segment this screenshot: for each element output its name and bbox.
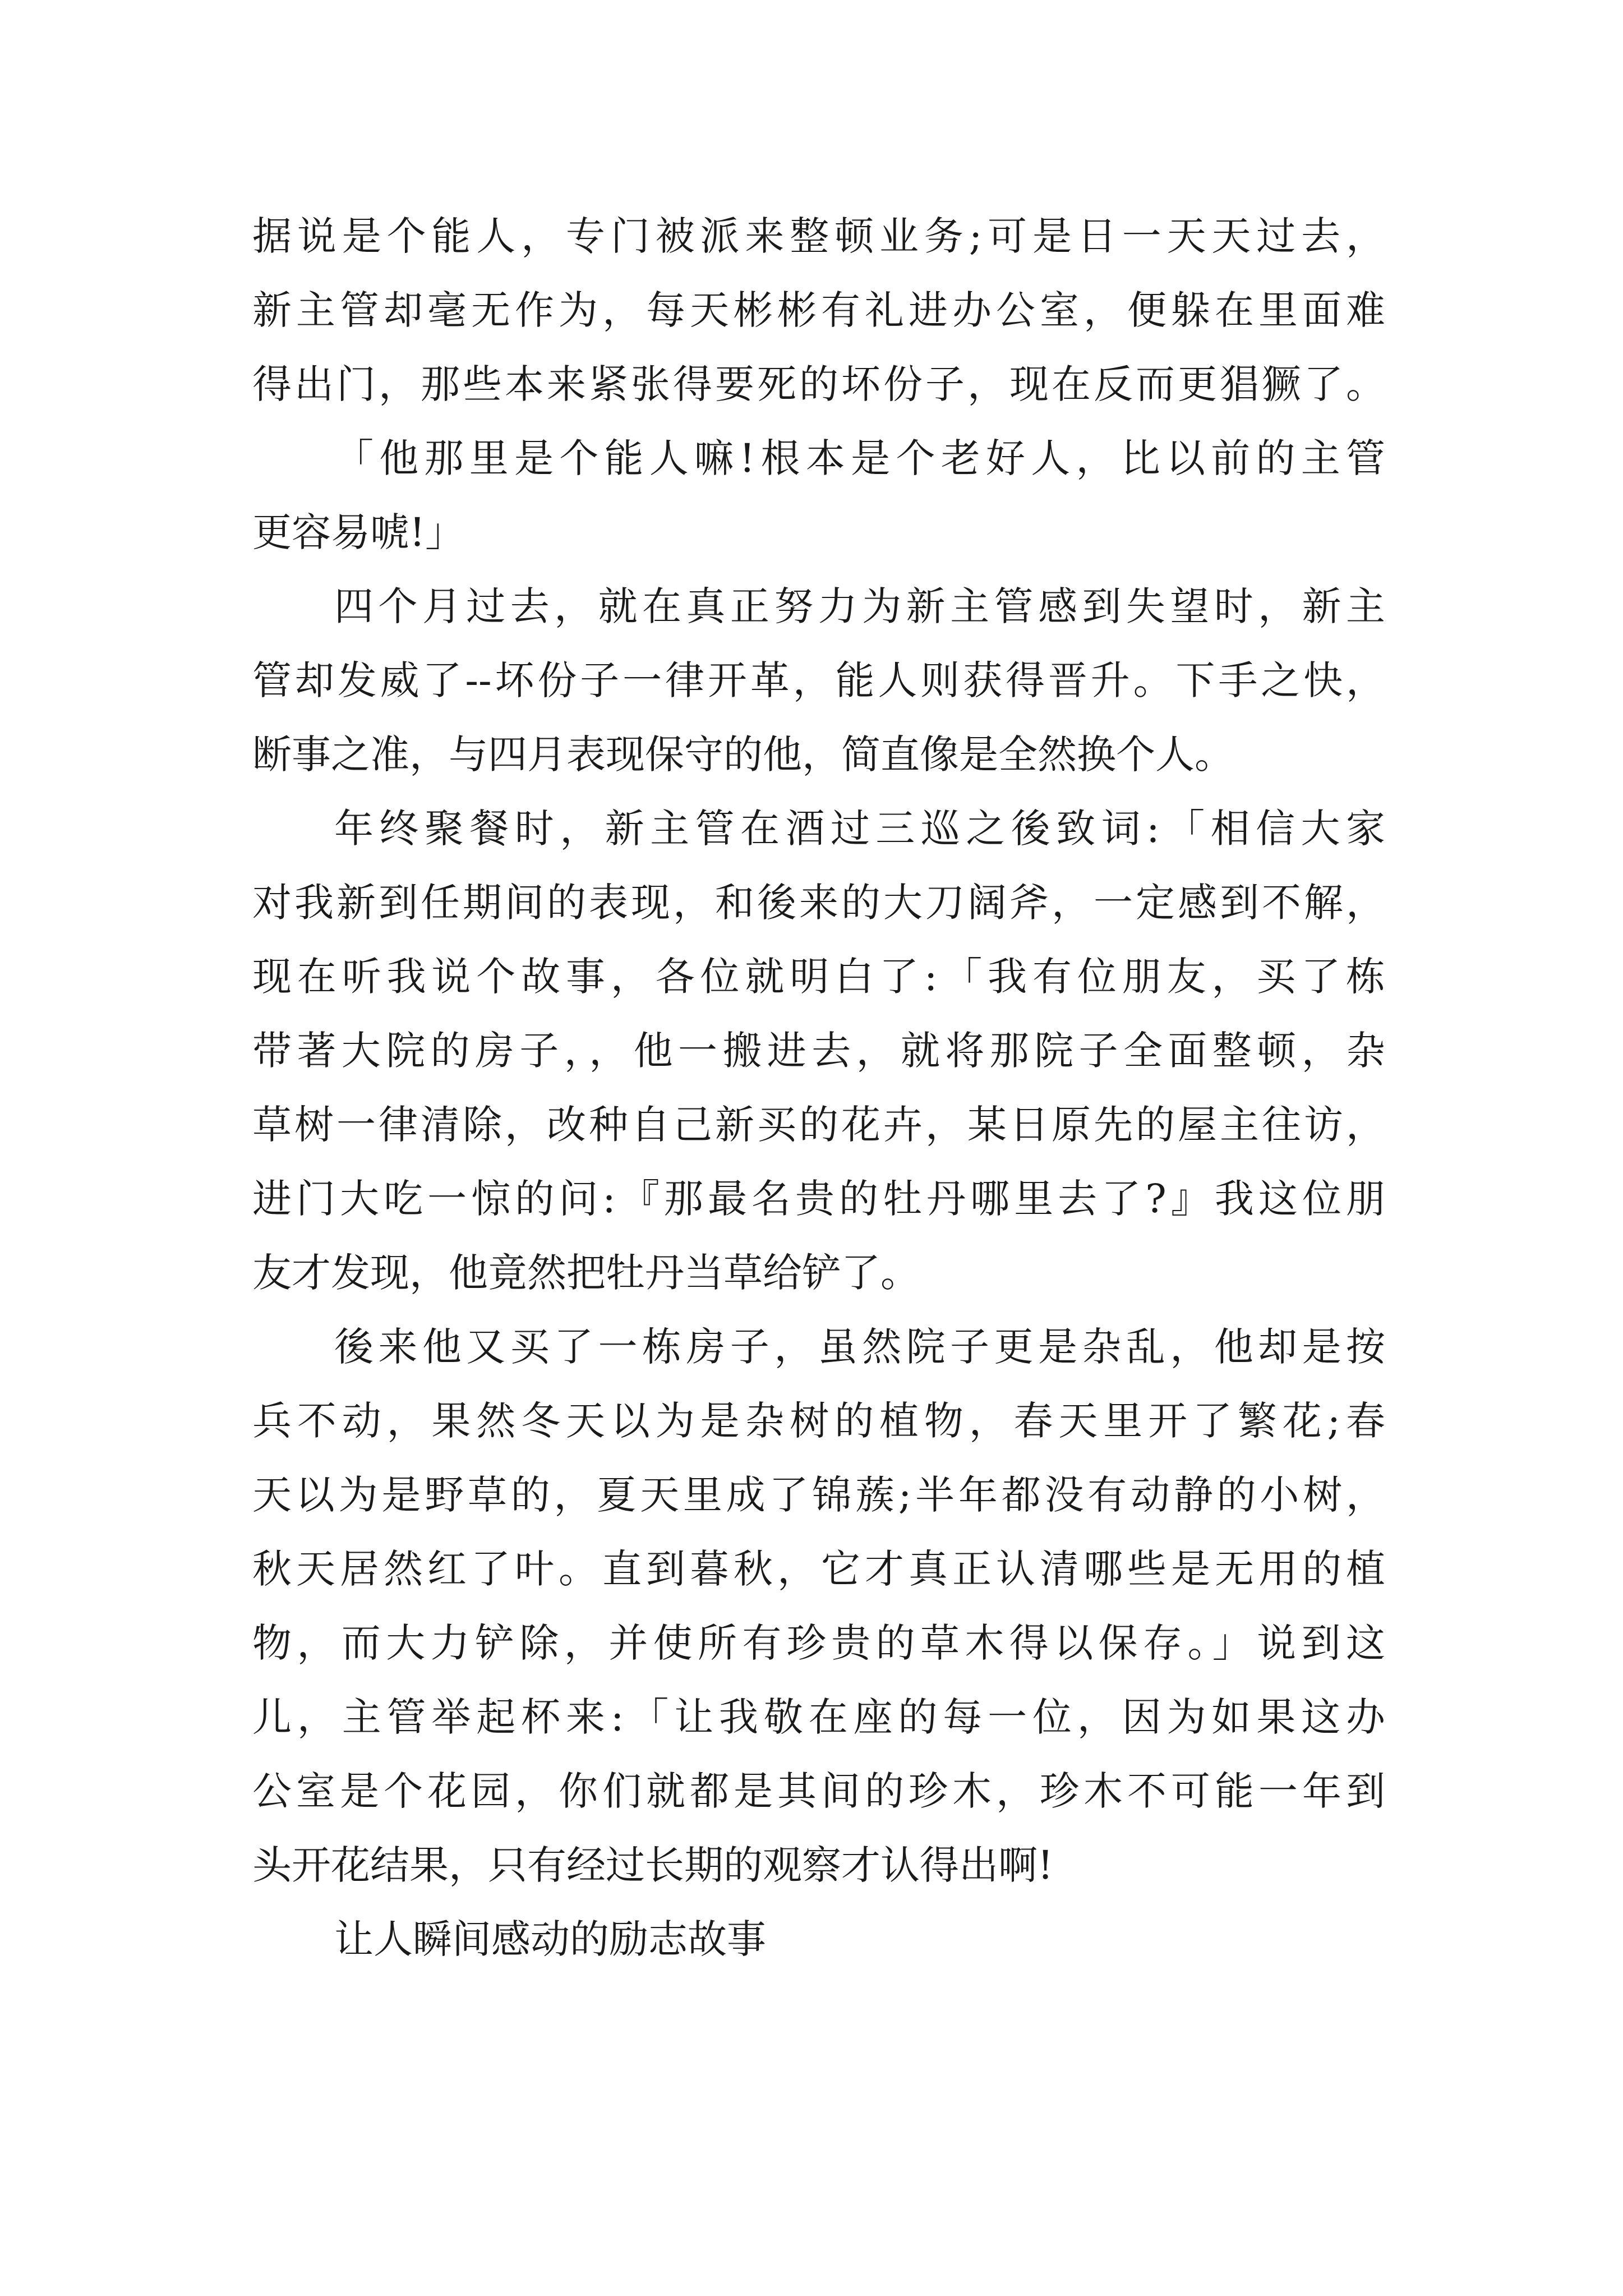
text-line: 草树一律清除，改种自己新买的花卉，某日原先的屋主往访， <box>252 1102 1385 1148</box>
text-line: 儿，主管举起杯来:「让我敬在座的每一位，因为如果这办 <box>252 1694 1385 1740</box>
text-line: 断事之准，与四月表现保守的他，简直像是全然换个人。 <box>252 731 1234 777</box>
text-line: 对我新到任期间的表现，和後来的大刀阔斧，一定感到不解， <box>252 880 1385 926</box>
text-line: 进门大吃一惊的问:『那最名贵的牡丹哪里去了?』我这位朋 <box>252 1176 1385 1222</box>
text-line: 据说是个能人，专门被派来整顿业务;可是日一天天过去， <box>252 213 1385 259</box>
text-line: 更容易唬!」 <box>252 509 465 555</box>
text-line: 物，而大力铲除，并使所有珍贵的草木得以保存。」说到这 <box>252 1620 1385 1666</box>
text-line: 友才发现，他竟然把牡丹当草给铲了。 <box>252 1250 920 1296</box>
text-line: 兵不动，果然冬天以为是杂树的植物，春天里开了繁花;春 <box>252 1398 1385 1444</box>
text-line: 得出门，那些本来紧张得要死的坏份子，现在反而更猖獗了。 <box>252 361 1385 407</box>
text-line: 年终聚餐时，新主管在酒过三巡之後致词:「相信大家 <box>334 806 1385 852</box>
text-line: 带著大院的房子，，他一搬进去，就将那院子全面整顿，杂 <box>252 1028 1385 1074</box>
text-line: 「他那里是个能人嘛!根本是个老好人，比以前的主管 <box>334 435 1385 481</box>
text-line: 公室是个花园，你们就都是其间的珍木，珍木不可能一年到 <box>252 1768 1385 1814</box>
body-text <box>252 199 1385 1976</box>
text-line: 管却发威了--坏份子一律开革，能人则获得晋升。下手之快， <box>252 657 1385 703</box>
text-line: 现在听我说个故事，各位就明白了:「我有位朋友，买了栋 <box>252 954 1385 1000</box>
text-line: 後来他又买了一栋房子，虽然院子更是杂乱，他却是按 <box>334 1324 1385 1370</box>
text-line: 头开花结果，只有经过长期的观察才认得出啊! <box>252 1842 1054 1888</box>
text-line: 秋天居然红了叶。直到暮秋，它才真正认清哪些是无用的植 <box>252 1546 1385 1592</box>
text-line: 四个月过去，就在真正努力为新主管感到失望时，新主 <box>334 583 1385 629</box>
text-line: 天以为是野草的，夏天里成了锦蔟;半年都没有动静的小树， <box>252 1472 1385 1518</box>
text-line: 让人瞬间感动的励志故事 <box>334 1916 766 1962</box>
text-line: 新主管却毫无作为，每天彬彬有礼进办公室，便躲在里面难 <box>252 287 1385 333</box>
